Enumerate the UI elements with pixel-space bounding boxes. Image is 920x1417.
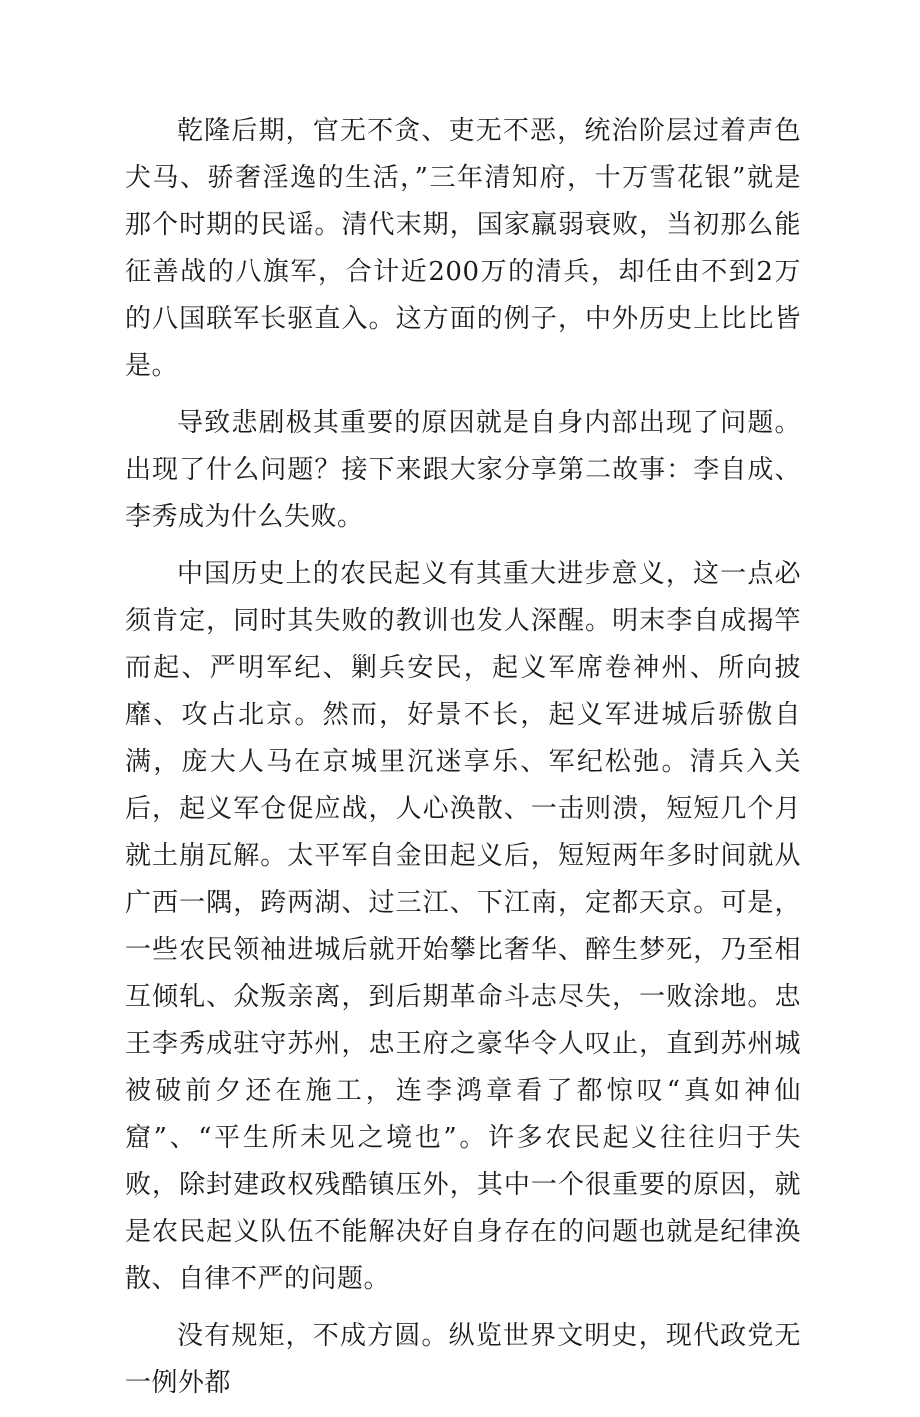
paragraph-peasant-uprisings: 中国历史上的农民起义有其重大进步意义，这一点必须肯定，同时其失败的教训也发人深醒。明末李自成揭竿而起、严明军纪、剿兵安民，起义军席卷神州、所向披靡、攻占北京。然而，好景不长，起义军进城后骄傲自满，庞大人马在京城里沉迷享乐、军纪松弛。清兵入关后，起义军仓促应战，人心涣散、一击则溃，短短几个月就土崩瓦解。太平军自金田起义后，短短两年多时间就从广西一隅，跨两湖、过三江、下江南，定都天京。可是，一些农民领袖进城后就开始攀比奢华、醉生梦死，乃至相互倾轧、众叛亲离，到后期革命斗志尽失，一败涂地。忠王李秀成驻守苏州，忠王府之豪华令人叹止，直到苏州城被破前夕还在施工，连李鸿章看了都惊叹“真如神仙窟”、“平生所未见之境也”。许多农民起义往往归于失败，除封建政权残酷镇压外，其中一个很重要的原因，就是农民起义队伍不能解决好自身存在的问题也就是纪律涣散、自律不严的问题。 [125, 559, 801, 1294]
paragraph-tragedy-cause: 导致悲剧极其重要的原因就是自身内部出现了问题。出现了什么问题？接下来跟大家分享第二故事：李自成、李秀成为什么失败。 [125, 408, 801, 532]
paragraph-qianlong: 乾隆后期，官无不贪、吏无不恶，统治阶层过着声色犬马、骄奢淫逸的生活，”三年清知府，十万雪花银”就是那个时期的民谣。清代末期，国家羸弱衰败，当初那么能征善战的八旗军，合计近200万的清兵，却任由不到2万的八国联军长驱直入。这方面的例子，中外历史上比比皆是。 [125, 116, 801, 381]
paragraph-rules: 没有规矩，不成方圆。纵览世界文明史，现代政党无一例外都 [125, 1321, 801, 1398]
document-body [125, 108, 801, 1417]
